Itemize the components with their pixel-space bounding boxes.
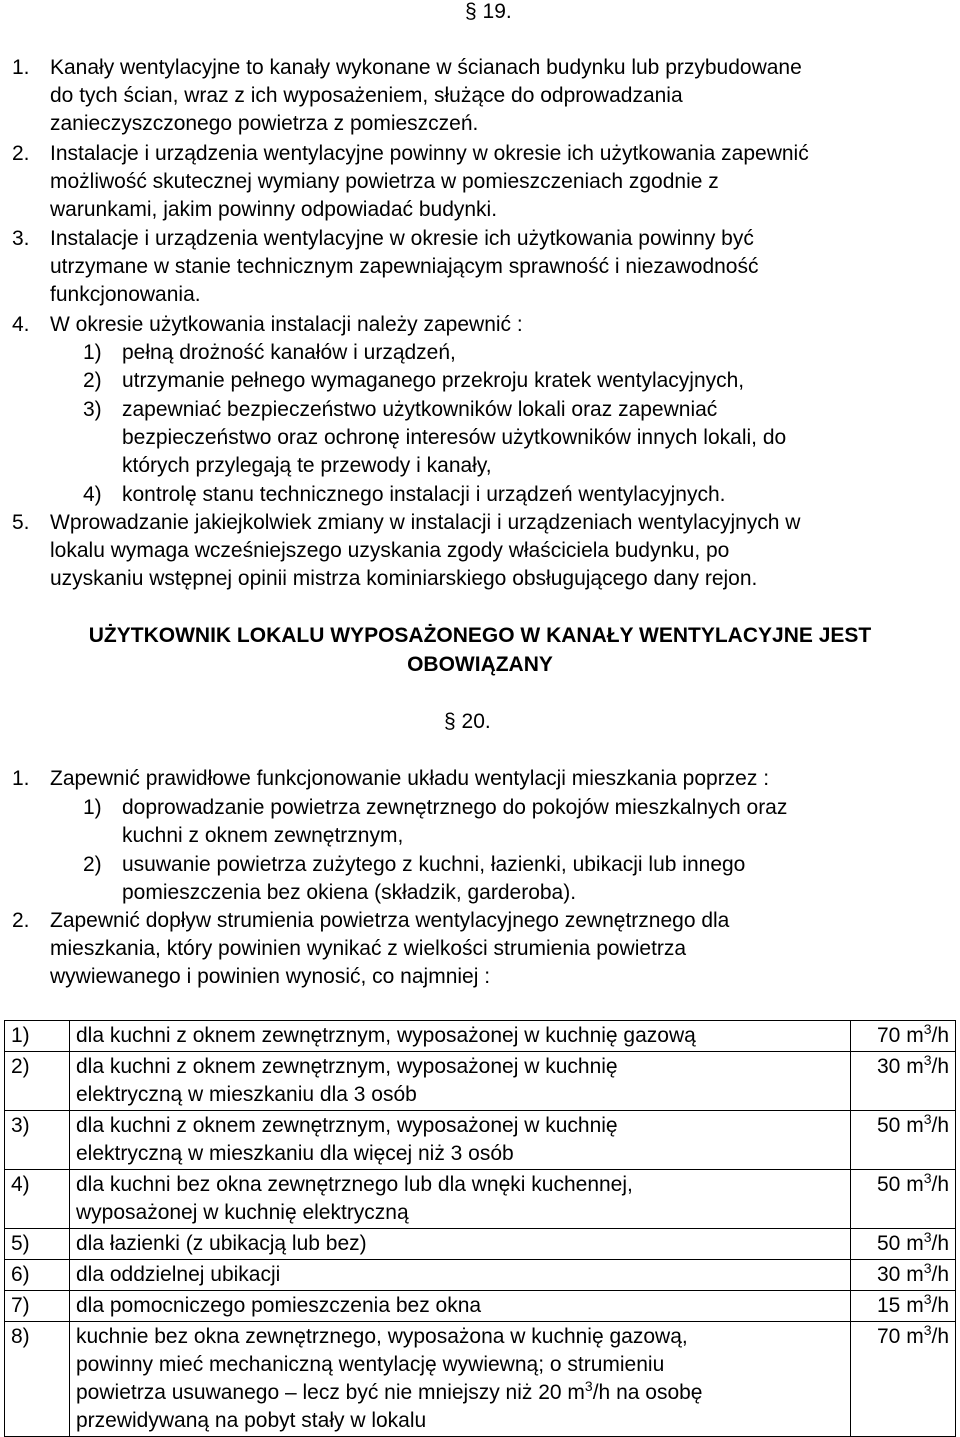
row-number: 3) <box>5 1111 70 1170</box>
unit-sup: 3 <box>923 1291 932 1307</box>
sub-number: 4) <box>83 483 102 506</box>
unit-post: /h <box>931 1325 949 1348</box>
desc-line: dla kuchni z oknem zewnętrznym, wyposażonej w kuchnię gazową <box>76 1024 696 1047</box>
row-flow <box>851 1291 956 1322</box>
table-row <box>5 1111 956 1170</box>
heading-line-1: UŻYTKOWNIK LOKALU WYPOSAŻONEGO W KANAŁY WENTYLACYJNE JEST <box>88 624 872 647</box>
row-description <box>70 1052 851 1111</box>
desc-line: dla kuchni z oknem zewnętrznym, wyposażonej w kuchnię <box>76 1055 618 1078</box>
row-number: 4) <box>5 1170 70 1229</box>
item-line: zanieczyszczonego powietrza z pomieszczeń. <box>50 112 479 135</box>
unit-post: /h <box>931 1055 949 1078</box>
unit-post: /h <box>931 1263 949 1286</box>
unit-sup: 3 <box>923 1229 932 1245</box>
flow-value: 50 <box>876 1232 901 1255</box>
row-number: 2) <box>5 1052 70 1111</box>
sub-line: pomieszczenia bez okiena (składzik, garderoba). <box>122 881 577 904</box>
table-row <box>5 1229 956 1260</box>
section-title-19: § 19. <box>465 0 512 23</box>
item-line: lokalu wymaga wcześniejszego uzyskania zgody właściciela budynku, po <box>50 539 730 562</box>
unit-pre: m <box>906 1173 924 1196</box>
desc-line: dla łazienki (z ubikacją lub bez) <box>76 1232 367 1255</box>
row-flow <box>851 1111 956 1170</box>
item-line: funkcjonowania. <box>50 283 201 306</box>
unit-sup: 3 <box>923 1170 932 1186</box>
unit-sup: 3 <box>923 1052 932 1068</box>
sub-number: 2) <box>83 853 102 876</box>
unit-sup: 3 <box>923 1021 932 1037</box>
unit-post: /h <box>931 1232 949 1255</box>
row-number: 5) <box>5 1229 70 1260</box>
item-number: 5. <box>12 511 30 534</box>
unit-pre: m <box>906 1294 924 1317</box>
unit-pre: m <box>906 1114 924 1137</box>
item-number: 1. <box>12 767 30 790</box>
item-line: Wprowadzanie jakiejkolwiek zmiany w instalacji i urządzeniach wentylacyjnych w <box>50 511 801 534</box>
item-line: Instalacje i urządzenia wentylacyjne w okresie ich użytkowania powinny być <box>50 227 754 250</box>
item-line: Zapewnić prawidłowe funkcjonowanie układu wentylacji mieszkania poprzez : <box>50 767 770 790</box>
flow-value: 50 <box>876 1173 901 1196</box>
flow-value: 70 <box>876 1325 901 1348</box>
desc-line-sup: 3 <box>584 1378 593 1394</box>
row-number: 6) <box>5 1260 70 1291</box>
row-number: 1) <box>5 1021 70 1052</box>
ventilation-table <box>4 1020 956 1437</box>
item-number: 1. <box>12 56 30 79</box>
unit-pre: m <box>906 1024 924 1047</box>
desc-line: dla oddzielnej ubikacji <box>76 1263 281 1286</box>
desc-line-post: /h na osobę <box>592 1381 703 1404</box>
desc-line: dla kuchni bez okna zewnętrznego lub dla wnęki kuchennej, <box>76 1173 633 1196</box>
sub-number: 3) <box>83 398 102 421</box>
row-flow <box>851 1021 956 1052</box>
row-description <box>70 1260 851 1291</box>
row-flow <box>851 1260 956 1291</box>
unit-sup: 3 <box>923 1322 932 1338</box>
item-line: do tych ścian, wraz z ich wyposażeniem, służące do odprowadzania <box>50 84 683 107</box>
unit-post: /h <box>931 1173 949 1196</box>
flow-value: 15 <box>876 1294 901 1317</box>
unit-post: /h <box>931 1024 949 1047</box>
sub-number: 1) <box>83 796 102 819</box>
flow-value: 70 <box>876 1024 901 1047</box>
item-line: mieszkania, który powinien wynikać z wielkości strumienia powietrza <box>50 937 687 960</box>
item-line: Instalacje i urządzenia wentylacyjne powinny w okresie ich użytkowania zapewnić <box>50 142 809 165</box>
unit-pre: m <box>906 1325 924 1348</box>
sub-line: pełną drożność kanałów i urządzeń, <box>122 341 456 364</box>
row-description <box>70 1322 851 1437</box>
desc-line: kuchnie bez okna zewnętrznego, wyposażona w kuchnię gazową, <box>76 1325 688 1348</box>
table-row <box>5 1260 956 1291</box>
item-line: Zapewnić dopływ strumienia powietrza wentylacyjnego zewnętrznego dla <box>50 909 730 932</box>
item-number: 2. <box>12 909 30 932</box>
sub-line: usuwanie powietrza zużytego z kuchni, łazienki, ubikacji lub innego <box>122 853 746 876</box>
item-line: utrzymane w stanie technicznym zapewniającym sprawność i niezawodność <box>50 255 759 278</box>
sub-line: kontrolę stanu technicznego instalacji i urządzeń wentylacyjnych. <box>122 483 726 506</box>
row-flow <box>851 1170 956 1229</box>
unit-pre: m <box>906 1232 924 1255</box>
table-row <box>5 1291 956 1322</box>
item-line: W okresie użytkowania instalacji należy zapewnić : <box>50 313 523 336</box>
item-number: 3. <box>12 227 30 250</box>
table-row <box>5 1021 956 1052</box>
row-description <box>70 1291 851 1322</box>
sub-line: których przylegają te przewody i kanały, <box>122 454 492 477</box>
sub-number: 2) <box>83 369 102 392</box>
desc-line: wyposażonej w kuchnię elektryczną <box>76 1201 409 1224</box>
sub-number: 1) <box>83 341 102 364</box>
unit-sup: 3 <box>923 1111 932 1127</box>
row-description <box>70 1229 851 1260</box>
sub-line: bezpieczeństwo oraz ochronę interesów użytkowników innych lokali, do <box>122 426 787 449</box>
unit-post: /h <box>931 1294 949 1317</box>
item-line: możliwość skutecznej wymiany powietrza w pomieszczeniach zgodnie z <box>50 170 719 193</box>
item-number: 2. <box>12 142 30 165</box>
table-row <box>5 1170 956 1229</box>
desc-line <box>76 1379 844 1407</box>
table-row <box>5 1322 956 1437</box>
row-flow <box>851 1229 956 1260</box>
unit-post: /h <box>931 1114 949 1137</box>
desc-line-pre: powietrza usuwanego – lecz być nie mniejszy niż 20 m <box>76 1381 585 1404</box>
heading-line-2: OBOWIĄZANY <box>407 653 553 676</box>
row-description <box>70 1111 851 1170</box>
desc-line: dla pomocniczego pomieszczenia bez okna <box>76 1294 482 1317</box>
flow-value: 30 <box>876 1263 901 1286</box>
row-number: 7) <box>5 1291 70 1322</box>
desc-line: elektryczną w mieszkaniu dla 3 osób <box>76 1083 417 1106</box>
flow-value: 50 <box>876 1114 901 1137</box>
item-line: wywiewanego i powinien wynosić, co najmniej : <box>50 965 491 988</box>
row-description <box>70 1170 851 1229</box>
unit-pre: m <box>906 1055 924 1078</box>
flow-value: 30 <box>876 1055 901 1078</box>
desc-line: przewidywaną na pobyt stały w lokalu <box>76 1409 427 1432</box>
unit-sup: 3 <box>923 1260 932 1276</box>
desc-line: elektryczną w mieszkaniu dla więcej niż 3 osób <box>76 1142 514 1165</box>
item-number: 4. <box>12 313 30 336</box>
sub-line: kuchni z oknem zewnętrznym, <box>122 824 404 847</box>
item-line: warunkami, jakim powinny odpowiadać budynki. <box>50 198 498 221</box>
unit-pre: m <box>906 1263 924 1286</box>
sub-line: zapewniać bezpieczeństwo użytkowników lokali oraz zapewniać <box>122 398 718 421</box>
row-flow <box>851 1322 956 1437</box>
item-line: uzyskaniu wstępnej opinii mistrza kominiarskiego obsługującego dany rejon. <box>50 567 758 590</box>
table-row <box>5 1052 956 1111</box>
section-title-20: § 20. <box>444 710 491 733</box>
item-line: Kanały wentylacyjne to kanały wykonane w ścianach budynku lub przybudowane <box>50 56 802 79</box>
row-flow <box>851 1052 956 1111</box>
desc-line: powinny mieć mechaniczną wentylację wywiewną; o strumieniu <box>76 1353 665 1376</box>
sub-line: doprowadzanie powietrza zewnętrznego do pokojów mieszkalnych oraz <box>122 796 788 819</box>
sub-line: utrzymanie pełnego wymaganego przekroju kratek wentylacyjnych, <box>122 369 745 392</box>
row-number: 8) <box>5 1322 70 1437</box>
row-description <box>70 1021 851 1052</box>
desc-line: dla kuchni z oknem zewnętrznym, wyposażonej w kuchnię <box>76 1114 618 1137</box>
